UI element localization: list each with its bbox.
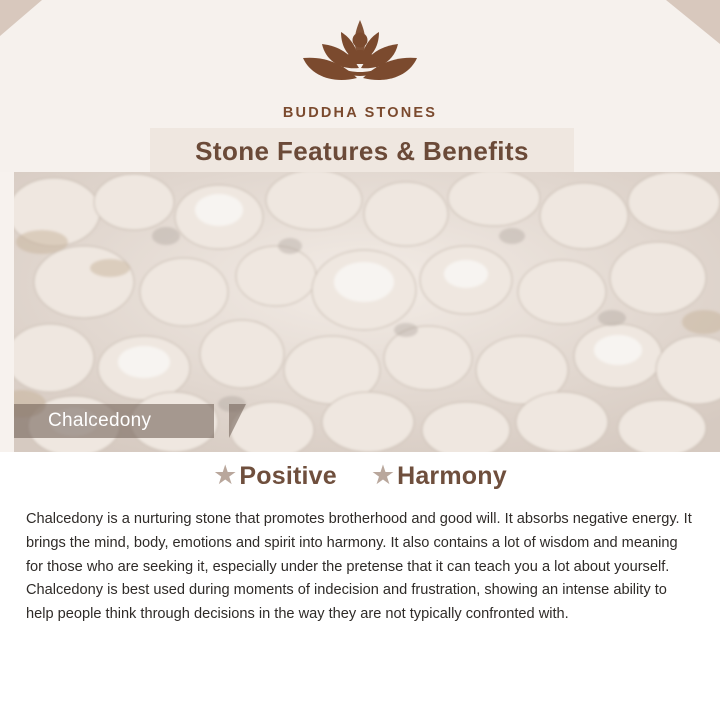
bottom-spacer: [0, 652, 720, 720]
stone-name-tab-notch: [229, 404, 246, 438]
page-title-text: Stone Features & Benefits: [195, 135, 529, 166]
keyword-item: [371, 462, 507, 491]
star-icon: ★: [213, 460, 238, 490]
keyword-label: Harmony: [397, 462, 507, 490]
keyword-list: [0, 462, 720, 491]
keyword-label: Positive: [239, 462, 337, 490]
keyword-item: [213, 462, 337, 491]
star-icon: ★: [370, 460, 396, 490]
lotus-meditation-icon: [0, 18, 720, 101]
description-text: Chalcedony is a nurturing stone that promotes brotherhood and good will. It absorbs negative energy. It brings the mind, body, emotions and spirit into harmony. It also contains a lot of wisdom and meaning for those who are seeking it, especially under the pretense that it can teach you a lot about yourself. Chalcedony is best used during moments of indecision and frustration, showing an intense ability to help people think through decisions in the way they are not typically confronted with.: [26, 511, 692, 623]
stone-name-tab: [14, 404, 214, 438]
stone-name-text: Chalcedony: [48, 410, 152, 431]
brand-logo: [0, 18, 720, 121]
page-title: [150, 128, 574, 174]
brand-name: BUDDHA STONES: [282, 105, 438, 121]
